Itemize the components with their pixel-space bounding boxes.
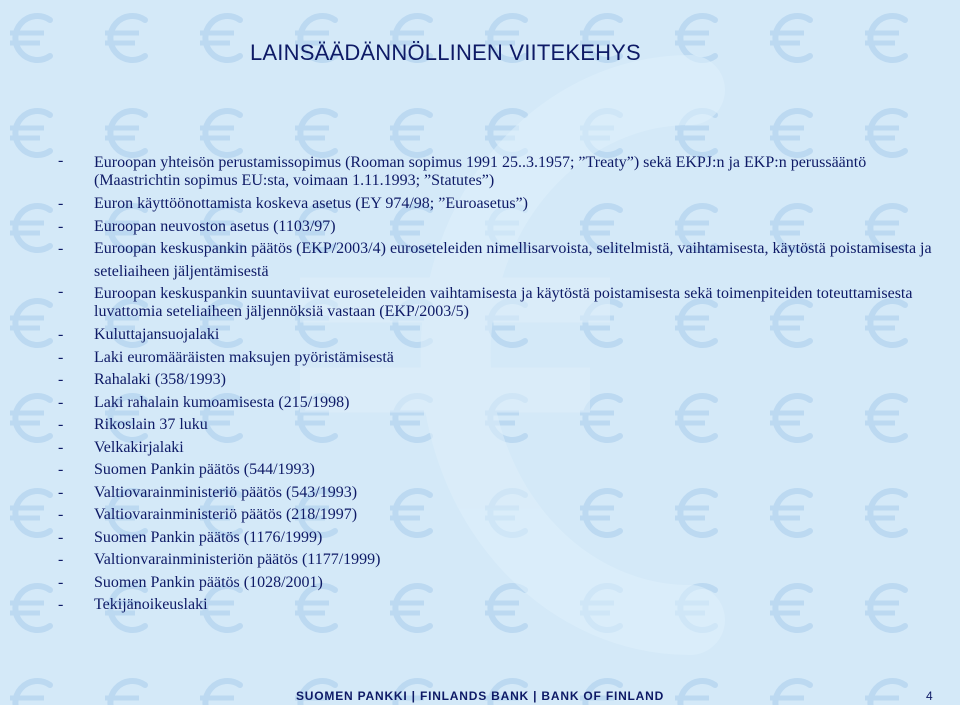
list-item-text: Euroopan neuvoston asetus (1103/97) [94,217,336,235]
content-area [58,152,948,617]
list-item-text: Euroopan keskuspankin päätös (EKP/2003/4) euroseteleiden nimellisarvoista, selitelmistä, vaihtamisesta, käytöstä poistamisesta ja seteliaiheen jäljentämisestä [94,240,932,280]
list-item-text: Laki rahalain kumoamisesta (215/1998) [94,393,350,411]
list-item-text: Euroopan yhteisön perustamissopimus (Rooman sopimus 1991 25..3.1957; ”Treaty”) sekä EKPJ:n ja EKP:n perussääntö (Maastrichtin sopimus EU:sta, voimaan 1.11.1993; ”Statutes”) [94,154,867,189]
bullet-dash: - [58,371,64,388]
list-item [58,369,948,392]
bullet-dash: - [58,326,64,343]
bullet-dash: - [58,283,64,300]
page-number: 4 [926,689,933,703]
bullet-dash: - [58,596,64,613]
list-item [58,572,948,595]
list-item [58,324,948,347]
list-item-text: Suomen Pankin päätös (1028/2001) [94,573,323,591]
list-item [58,283,948,324]
bullet-dash: - [58,551,64,568]
bullet-dash: - [58,217,64,235]
list-item [58,392,948,415]
list-item [58,504,948,527]
list-item [58,414,948,437]
list-item-text: Valtionvarainministeriön päätös (1177/1999) [94,551,381,568]
list-item-text: Euroopan keskuspankin suuntaviivat euroseteleiden vaihtamisesta ja käytöstä poistamisesta sekä toimenpiteiden toteuttamisesta luvattomia seteliaiheen jäljennöksiä vastaan (EKP/2003/5) [94,285,913,320]
bullet-dash: - [58,240,64,257]
bullet-dash: - [58,483,64,501]
list-item [58,459,948,482]
footer-organization: SUOMEN PANKKI | FINLANDS BANK | BANK OF FINLAND [296,689,665,703]
list-item-text: Valtiovarainministeriö päätös (543/1993) [94,483,358,501]
bullet-dash: - [58,393,64,411]
bullet-dash: - [58,195,64,212]
list-item [58,594,948,617]
bullet-dash: - [58,348,64,366]
list-item-text: Suomen Pankin päätös (1176/1999) [94,528,323,546]
list-item [58,482,948,505]
list-item [58,152,948,193]
list-item [58,238,948,283]
bullet-dash: - [58,416,64,433]
list-item-text: Kuluttajansuojalaki [94,326,220,343]
list-item [58,527,948,550]
legislation-list [58,152,948,617]
bullet-dash: - [58,573,64,591]
page-title: LAINSÄÄDÄNNÖLLINEN VIITEKEHYS [250,40,641,65]
list-item-text: Velkakirjalaki [94,438,184,456]
list-item [58,347,948,370]
list-item-text: Rahalaki (358/1993) [94,371,226,388]
bullet-dash: - [58,152,64,169]
list-item [58,437,948,460]
list-item-text: Valtiovarainministeriö päätös (218/1997) [94,506,358,523]
list-item [58,549,948,572]
bullet-dash: - [58,461,64,478]
bullet-dash: - [58,528,64,546]
bullet-dash: - [58,506,64,523]
list-item-text: Euron käyttöönottamista koskeva asetus (EY 974/98; ”Euroasetus”) [94,195,528,212]
list-item-text: Rikoslain 37 luku [94,416,208,433]
list-item-text: Laki euromääräisten maksujen pyöristämisestä [94,348,394,366]
list-item [58,193,948,216]
bullet-dash: - [58,438,64,456]
list-item-text: Tekijänoikeuslaki [94,596,208,613]
list-item [58,216,948,239]
list-item-text: Suomen Pankin päätös (544/1993) [94,461,315,478]
